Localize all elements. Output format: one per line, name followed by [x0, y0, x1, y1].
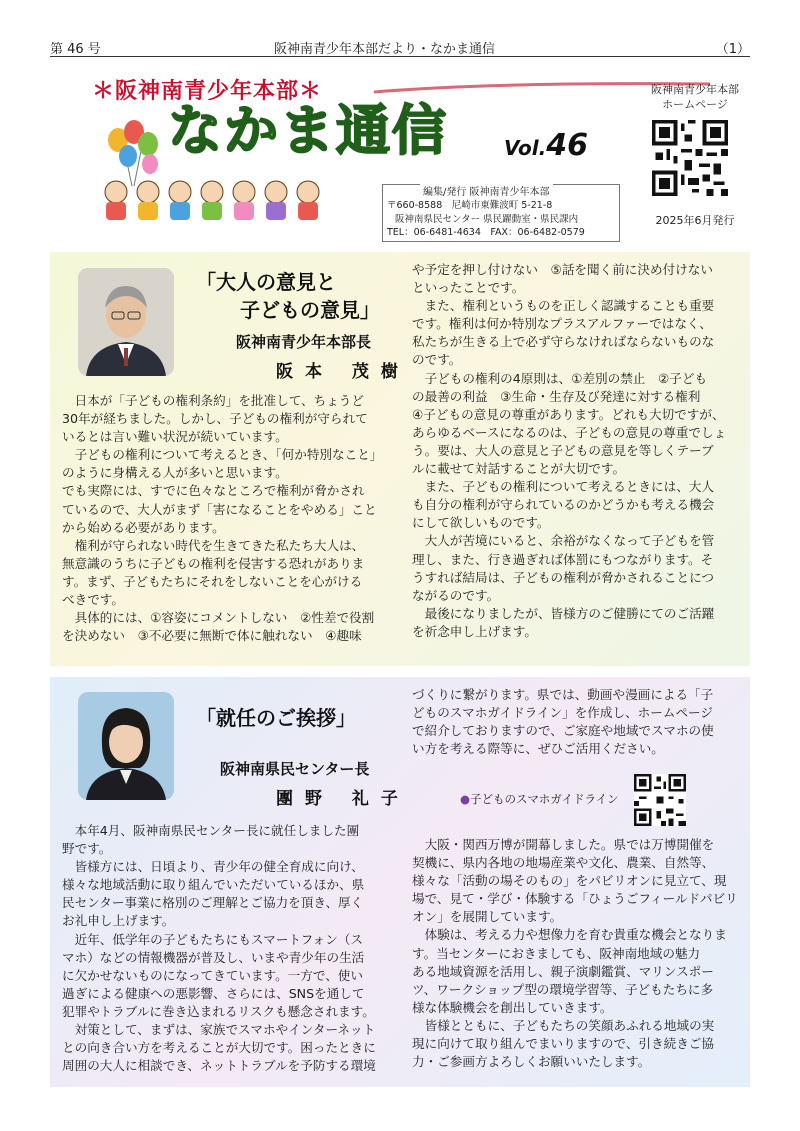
text-line: を祈念申し上げます。 [412, 623, 537, 639]
text-line: にして欲しいものです。 [412, 515, 550, 531]
text-line: 野です。 [62, 841, 112, 857]
article-1-left-column [62, 392, 382, 645]
article-2-heading: 「就任のご挨拶」 [196, 706, 356, 730]
portrait-photo-1 [78, 268, 174, 376]
text-line: 近年、低学年の子どもたちにもスマートフォン（ス [74, 931, 363, 947]
text-line: いるとは言い難い状況が続いています。 [62, 429, 288, 445]
article-1-author-name: 阪本 茂樹 [276, 362, 410, 382]
text-line: 具体的には、①容姿にコメントしない ②性差で役割 [74, 610, 375, 626]
text-line: 大人が苦境にいると、余裕がなくなって子どもを管 [424, 533, 715, 549]
text-line: す。当センターにおきましても、阪神南地域の魅力 [412, 945, 701, 961]
publisher-office: 阪神南県民センター 県民躍動室・県民課内 [395, 213, 579, 225]
text-line: 30年が経ちました。しかし、子どもの権利が守られて [62, 411, 368, 427]
text-line: ④子どもの意見の尊重があります。どれも大切ですが、 [412, 406, 725, 422]
text-line: づくりに繋がります。県では、動画や漫画による「子 [412, 687, 714, 702]
text-line: あらゆるベースになるのは、子どもの意見の尊重でしょ [412, 424, 727, 440]
text-line: 過ぎによる健康への悪影響、さらには、SNSを通して [62, 985, 365, 1001]
text-line: ある地域資源を活用し、親子演劇鑑賞、マリンスポー [412, 963, 714, 979]
article-2-right-column-bottom [412, 836, 738, 1071]
org-title: ＊阪神南青少年本部＊ [92, 79, 323, 104]
issue-date: 2025年6月発行 [655, 214, 735, 227]
text-line: 様々な地域活動に取り組んでいただいているほか、県 [62, 877, 365, 893]
text-line: 契機に、県内各地の地場産業や文化、農業、自然等、 [412, 855, 715, 871]
children-illustration [96, 176, 326, 224]
article-2-author-name: 團野 礼子 [276, 789, 410, 809]
text-line: 権利が守られない時代を生きてきた私たち大人は、 [74, 537, 365, 553]
text-line: べきです。 [62, 592, 124, 608]
publisher-heading: 編集/発行 阪神南青少年本部 [420, 183, 553, 198]
text-line: のです。 [412, 352, 462, 368]
article-2-left-column [62, 822, 376, 1075]
article-2-right-column-top [412, 686, 714, 758]
text-line: といったことです。 [412, 280, 525, 296]
text-line: ルに載せて対話することが大切です。 [412, 461, 626, 477]
text-line: から始める必要があります。 [62, 519, 225, 535]
text-line: 様な体験機会を創出していきます。 [412, 999, 613, 1015]
text-line: 現に向けて取り組んでまいりますので、引き続きご協 [412, 1036, 714, 1052]
guideline-qr-code[interactable] [634, 774, 686, 826]
homepage-label [640, 82, 750, 112]
homepage-label-line1: 阪神南青少年本部 [651, 83, 739, 96]
text-line: また、子どもの権利について考えるときには、大人 [424, 479, 714, 495]
article-1-heading [196, 268, 380, 324]
text-line: 子どもの権利の4原則は、①差別の禁止 ②子ども [424, 370, 708, 386]
text-line: や予定を押し付けない ⑤話を聞く前に決め付けない [412, 262, 713, 277]
text-line: との向き合い方を考えることが大切です。困ったときに [62, 1040, 376, 1056]
text-line: で紹介しておりますので、ご家庭や地域でスマホの使 [412, 723, 714, 739]
page-number: （1） [715, 42, 750, 57]
text-line: 皆様とともに、子どもたちの笑顔あふれる地域の実 [424, 1017, 715, 1033]
page-header [50, 36, 750, 57]
bullet-dot-icon: ● [460, 792, 471, 806]
text-line: のように身構える人が多いと思います。 [62, 465, 288, 481]
text-line: です。権利は何か特別なプラスアルファーではなく、 [412, 316, 712, 332]
volume-label [504, 128, 588, 163]
volume-prefix: Vol. [504, 136, 547, 160]
text-line: い方を考える際等に、ぜひご活用ください。 [412, 741, 664, 757]
text-line: お礼申し上げます。 [62, 913, 175, 929]
portrait-photo-2 [78, 692, 174, 800]
text-line: ているので、大人がまず「害になることをやめる」こと [62, 501, 377, 517]
text-line: うすれば結局は、子どもの権利が脅かされることにつ [412, 569, 714, 585]
article-2-author-role: 阪神南県民センター長 [220, 760, 370, 778]
text-line: 大阪・関西万博が開幕しました。県では万博開催を [424, 837, 715, 852]
article-1-heading-line1: 「大人の意見と [196, 270, 336, 294]
issue-number: 第 46 号 [50, 42, 101, 57]
text-line: 場で、見て・学び・体験する「ひょうごフィールドパビリ [412, 891, 738, 907]
article-1-right-column [412, 261, 726, 641]
text-line: 無意識のうちに子どもの権利を侵害する恐れがありま [62, 555, 365, 571]
text-line: 体験は、考える力や想像力を育む貴重な機会となりま [424, 927, 727, 943]
text-line: 日本が「子どもの権利条約」を批准して、ちょうど [74, 393, 364, 408]
publisher-address: 〒660-8588 尼崎市東難波町 5-21-8 [387, 200, 553, 211]
text-line: 理し、また、行き過ぎれば体罰にもつながります。そ [412, 551, 714, 567]
text-line: オン」を展開しています。 [412, 909, 563, 925]
text-line: も自分の権利が守られているのかどうかも考える機会 [412, 497, 715, 513]
volume-number: 46 [546, 128, 588, 163]
text-line: 様々な「活動の場そのもの」をパビリオンに見立て、現 [412, 873, 727, 889]
text-line: 力・ご参画方よろしくお願いいたします。 [412, 1054, 651, 1070]
publisher-contact: TEL：06-6481-4634 FAX：06-6482-0579 [387, 227, 585, 238]
text-line: を決めない ③不必要に無断で体に触れない ④趣味 [62, 628, 362, 644]
text-line: でも実際には、すでに色々なところで権利が脅かされ [62, 483, 365, 499]
text-line: ながるのです。 [412, 587, 500, 603]
article-1-heading-line2: 子どもの意見」 [240, 298, 380, 322]
text-line: う。要は、大人の意見と子どもの意見を等しくテーブ [412, 442, 714, 458]
text-line: 対策として、まずは、家族でスマホやインターネット [74, 1022, 376, 1038]
newsletter-name: なかま通信 [168, 99, 448, 162]
homepage-qr-code[interactable] [652, 120, 728, 196]
text-line: 犯罪やトラブルに巻き込まれるリスクも懸念されます。 [62, 1003, 375, 1019]
text-line: す。まず、子どもたちにそれをしないことを心がける [62, 573, 363, 589]
guideline-qr-label [460, 791, 619, 807]
text-line: 民センター事業に格別のご理解とご協力を頂き、厚く [62, 895, 364, 911]
guideline-qr-label-text: 子どものスマホガイドライン [470, 792, 619, 806]
article-1-author-role: 阪神南青少年本部長 [236, 333, 372, 351]
homepage-label-line2: ホームページ [662, 98, 728, 111]
text-line: 子どもの権利について考えるとき、「何か特別なこと」 [74, 447, 383, 463]
text-line: に欠かせないものになってきています。一方で、使い [62, 967, 363, 983]
text-line: 私たちが生きる上で必ず守らなければならないものな [412, 334, 715, 350]
text-line: 本年4月、阪神南県民センター長に就任しました團 [74, 823, 360, 838]
text-line: どものスマホガイドライン」を作成し、ホームページ [412, 705, 713, 721]
text-line: マホ）などの情報機器が普及し、いまや青少年の生活 [62, 949, 365, 965]
newsletter-subtitle: 阪神南青少年本部だより・なかま通信 [274, 42, 496, 57]
text-line: ツ、ワークショップ型の環境学習等、子どもたちに多 [412, 981, 714, 997]
text-line: 最後になりましたが、皆様方のご健勝にてのご活躍 [424, 605, 715, 621]
text-line: 周囲の大人に相談でき、ネットトラブルを予防する環境 [62, 1058, 376, 1074]
text-line: の最善の利益 ③生命・生存及び発達に対する権利 [412, 388, 701, 404]
text-line: また、権利というものを正しく認識することも重要 [424, 298, 715, 314]
text-line: 皆様方には、日頃より、青少年の健全育成に向け、 [74, 859, 364, 875]
